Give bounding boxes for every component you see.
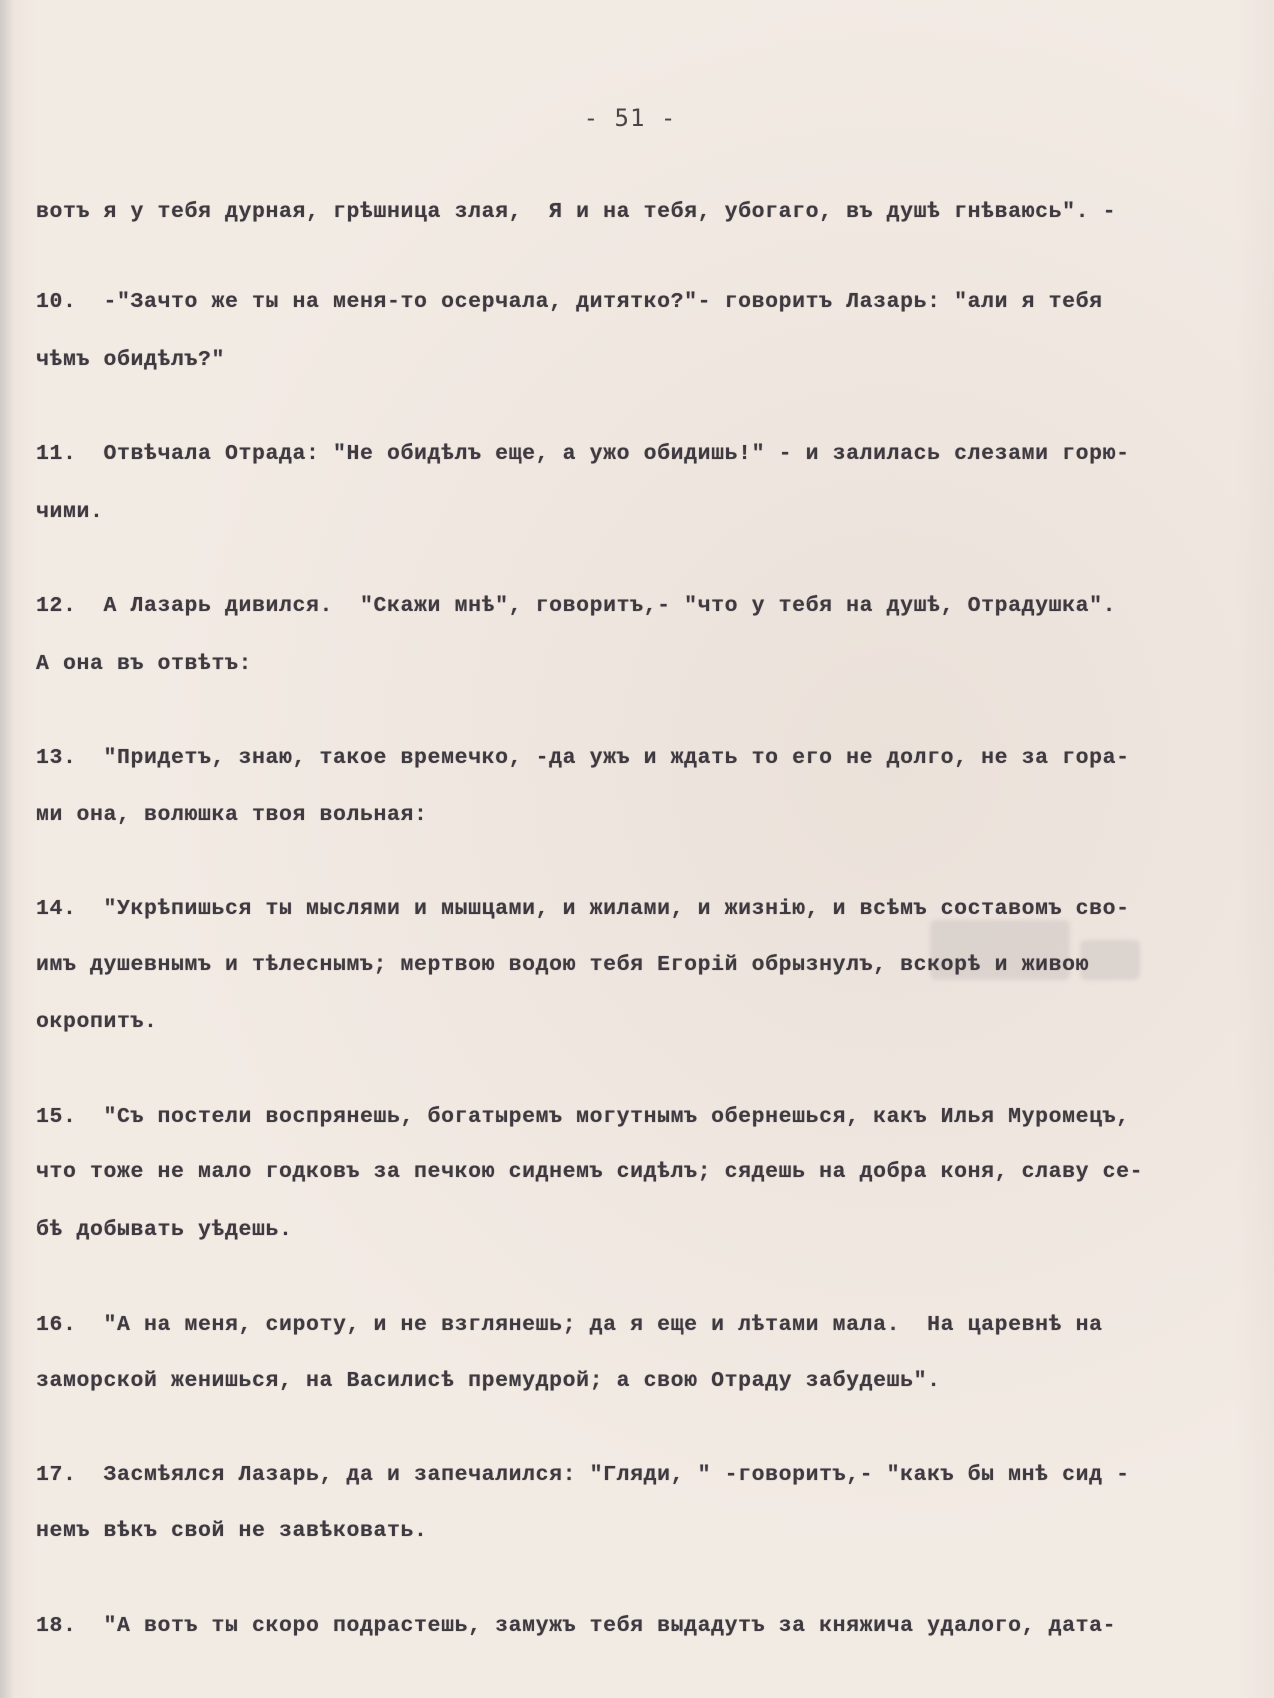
text-line: 17. Засмѣялся Лазарь, да и запечалился: "Гляди, " -говоритъ,- "какъ бы мнѣ сид - (36, 1463, 1130, 1487)
text-line: окропитъ. (36, 1010, 158, 1034)
text-line: ми она, волюшка твоя вольная: (36, 803, 428, 827)
page-edge-shadow (0, 0, 14, 1698)
text-line: 15. "Съ постели воспрянешь, богатыремъ могутнымъ обернешься, какъ Илья Муромецъ, (36, 1105, 1130, 1129)
text-line: 14. "Укрѣпишься ты мыслями и мышцами, и жилами, и жизнію, и всѣмъ составомъ сво- (36, 897, 1130, 921)
text-line: 12. А Лазарь дивился. "Скажи мнѣ", говоритъ,- "что у тебя на душѣ, Отрадушка". (36, 594, 1117, 618)
text-line: имъ душевнымъ и тѣлеснымъ; мертвою водою тебя Егорій обрызнулъ, вскорѣ и живою (36, 953, 1090, 977)
text-line: 10. -"Зачто же ты на меня-то осерчала, дитятко?"- говоритъ Лазарь: "али я тебя (36, 290, 1103, 314)
text-line: чими. (36, 500, 104, 524)
text-line: 11. Отвѣчала Отрада: "Не обидѣлъ еще, а ужо обидишь!" - и залилась слезами горю- (36, 442, 1130, 466)
text-line: бѣ добывать уѣдешь. (36, 1218, 293, 1242)
text-line: немъ вѣкъ свой не завѣковать. (36, 1519, 428, 1543)
text-line: чѣмъ обидѣлъ?" (36, 348, 226, 372)
text-line: 16. "А на меня, сироту, и не взглянешь; да я еще и лѣтами мала. На царевнѣ на (36, 1313, 1103, 1337)
text-line: 18. "А вотъ ты скоро подрастешь, замужъ тебя выдадутъ за княжича удалого, дата- (36, 1614, 1117, 1638)
text-line: А она въ отвѣтъ: (36, 652, 253, 676)
text-line: 13. "Придетъ, знаю, такое времечко, -да ужъ и ждать то его не долго, не за гора- (36, 746, 1130, 770)
page-number: - 51 - (583, 104, 677, 132)
text-line: заморской женишься, на Василисѣ премудрой; а свою Отраду забудешь". (36, 1369, 941, 1393)
text-line: что тоже не мало годковъ за печкою сиднемъ сидѣлъ; сядешь на добра коня, славу се- (36, 1160, 1144, 1184)
text-line: вотъ я у тебя дурная, грѣшница злая, Я и на тебя, убогаго, въ душѣ гнѣваюсь". - (36, 200, 1117, 224)
